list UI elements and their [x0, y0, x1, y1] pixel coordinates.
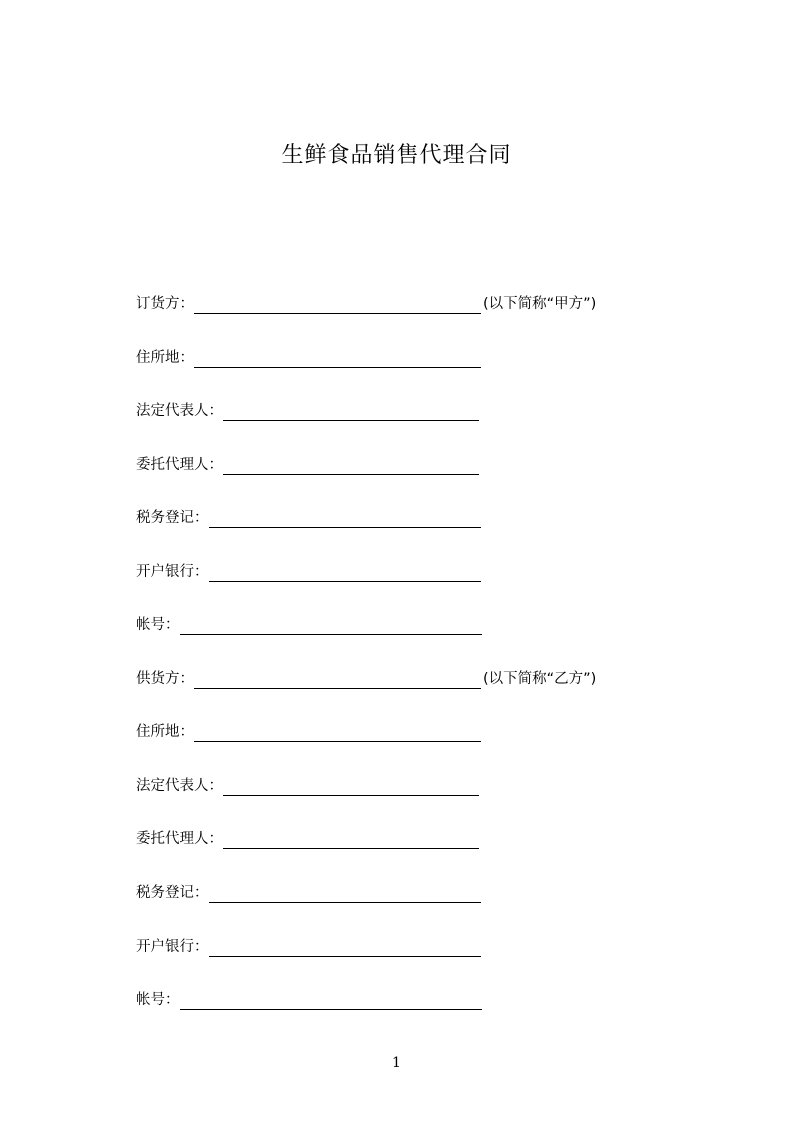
party-a-legal-rep-blank[interactable]: [223, 400, 479, 421]
party-b-agent-row: [136, 823, 696, 849]
party-a-account-row: [136, 609, 696, 635]
party-a-address-blank[interactable]: [194, 347, 481, 368]
party-b-legal-rep-blank[interactable]: [223, 775, 479, 796]
field-label: 帐号：: [136, 992, 180, 1009]
party-b-tax-blank[interactable]: [209, 882, 481, 903]
field-label: 法定代表人：: [136, 777, 223, 794]
party-b-account-blank[interactable]: [180, 989, 482, 1010]
party-a-bank-blank[interactable]: [209, 561, 481, 582]
field-label: 订货方：: [136, 296, 194, 312]
field-label: 帐号：: [136, 617, 180, 634]
party-a-tax-blank[interactable]: [209, 507, 481, 528]
party-b-address-row: [136, 716, 696, 742]
party-b-address-blank[interactable]: [194, 721, 481, 742]
field-label: 委托代理人：: [136, 456, 223, 473]
party-b-supplier-row: [136, 663, 696, 689]
field-label: 住所地：: [136, 724, 194, 741]
field-label: 开户银行：: [136, 938, 209, 955]
field-label: 住所地：: [136, 349, 194, 366]
field-label: 税务登记：: [136, 510, 209, 527]
party-b-bank-blank[interactable]: [209, 936, 481, 957]
party-b-name-blank[interactable]: [194, 668, 481, 689]
party-b-agent-blank[interactable]: [223, 828, 479, 849]
party-a-alias: (以下简称“甲方”): [483, 296, 597, 312]
party-a-orderer-row: [136, 288, 696, 314]
document-title: 生鲜食品销售代理合同: [281, 143, 512, 168]
party-a-agent-blank[interactable]: [223, 454, 479, 475]
party-a-bank-row: [136, 556, 696, 582]
party-a-agent-row: [136, 449, 696, 475]
field-label: 委托代理人：: [136, 831, 223, 848]
party-a-account-blank[interactable]: [180, 614, 482, 635]
party-a-name-blank[interactable]: [194, 293, 481, 314]
party-b-alias: (以下简称“乙方”): [483, 670, 597, 687]
party-fields: [136, 288, 696, 1038]
field-label: 税务登记：: [136, 885, 209, 902]
party-b-legal-rep-row: [136, 770, 696, 796]
party-a-tax-row: [136, 502, 696, 528]
field-label: 开户银行：: [136, 563, 209, 580]
page-number: 1: [392, 1055, 401, 1071]
party-a-address-row: [136, 342, 696, 368]
party-b-bank-row: [136, 931, 696, 957]
party-b-tax-row: [136, 877, 696, 903]
party-a-legal-rep-row: [136, 395, 696, 421]
field-label: 法定代表人：: [136, 403, 223, 420]
field-label: 供货方：: [136, 670, 194, 687]
party-b-account-row: [136, 984, 696, 1010]
